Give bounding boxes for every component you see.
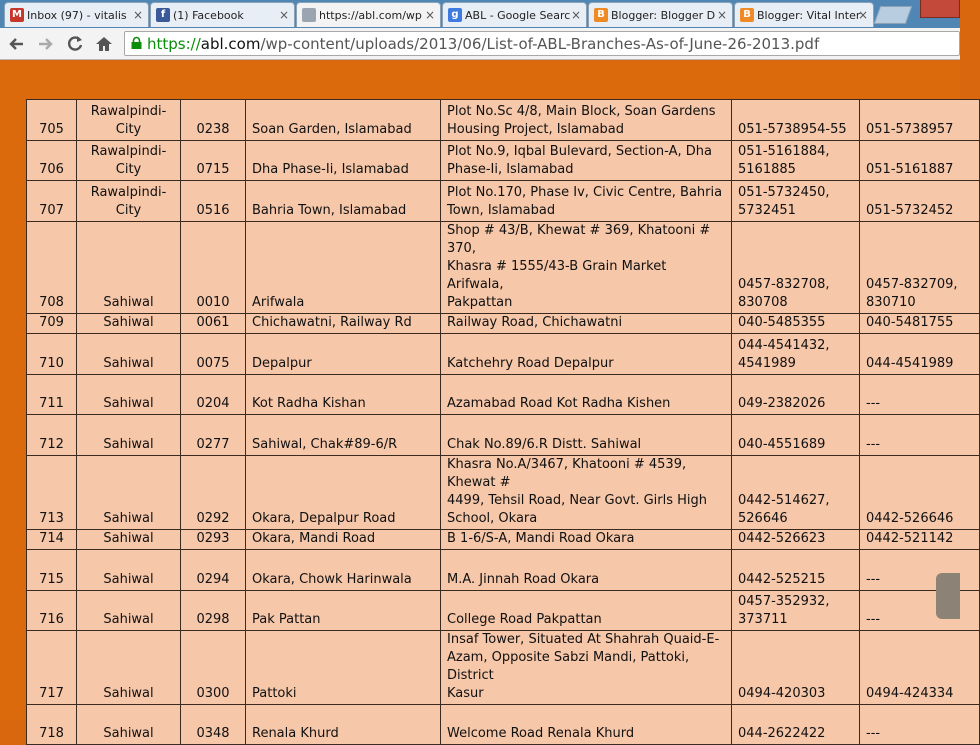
tab-close-icon[interactable]: × — [857, 8, 868, 22]
address-cell: Khasra No.A/3467, Khatooni # 4539, Khewat # 4499, Tehsil Road, Near Govt. Girls High School, Okara — [441, 456, 732, 530]
branch-name-cell: Soan Garden, Islamabad — [246, 100, 441, 141]
region-cell: Sahiwal — [77, 222, 181, 314]
reload-icon — [65, 34, 85, 54]
row-number: 707 — [27, 181, 77, 222]
back-button[interactable] — [6, 34, 26, 54]
tab-label: Blogger: Vital Inter — [757, 9, 861, 22]
branch-name-cell: Dha Phase-Ii, Islamabad — [246, 141, 441, 181]
table-row — [27, 415, 980, 456]
address-bar[interactable] — [124, 31, 960, 56]
region-cell: Sahiwal — [77, 415, 181, 456]
address-cell: College Road Pakpattan — [441, 591, 732, 631]
phone-cell: 051-5732450, 5732451 — [732, 181, 860, 222]
branch-name-cell: Bahria Town, Islamabad — [246, 181, 441, 222]
branch-code-cell: 0516 — [181, 181, 246, 222]
tab-close-icon[interactable]: × — [278, 8, 289, 22]
phone-cell: 0442-525215 — [732, 550, 860, 591]
branch-code-cell: 0061 — [181, 314, 246, 334]
branch-code-cell: 0238 — [181, 100, 246, 141]
branch-name-cell: Pattoki — [246, 631, 441, 705]
gmail-icon: M — [10, 8, 24, 22]
table-row — [27, 141, 980, 181]
table-row — [27, 456, 980, 530]
region-cell: Sahiwal — [77, 550, 181, 591]
facebook-icon: f — [156, 8, 170, 22]
fax-cell: 0442-521142 — [860, 530, 980, 550]
page-icon — [302, 8, 316, 22]
tab-label: https://abl.com/wp — [319, 9, 422, 22]
tab-close-icon[interactable]: × — [716, 8, 727, 22]
back-arrow-icon — [6, 34, 26, 54]
fax-cell: 0494-424334 — [860, 631, 980, 705]
fax-cell: 051-5732452 — [860, 181, 980, 222]
branch-code-cell: 0277 — [181, 415, 246, 456]
branch-code-cell: 0715 — [181, 141, 246, 181]
tab-close-icon[interactable]: × — [570, 8, 581, 22]
scroll-handle[interactable] — [936, 573, 960, 619]
phone-cell: 0442-514627, 526646 — [732, 456, 860, 530]
fax-cell: --- — [860, 415, 980, 456]
fax-cell: 0457-832709, 830710 — [860, 222, 980, 314]
table-row — [27, 334, 980, 375]
row-number: 717 — [27, 631, 77, 705]
tab-close-icon[interactable]: × — [424, 8, 435, 22]
tab-1[interactable] — [150, 2, 295, 27]
fax-cell: --- — [860, 705, 980, 745]
branch-code-cell: 0294 — [181, 550, 246, 591]
address-cell: Insaf Tower, Situated At Shahrah Quaid-E- Azam, Opposite Sabzi Mandi, Pattoki, District Kasur — [441, 631, 732, 705]
url-scheme: https:// — [147, 35, 201, 53]
branch-code-cell: 0075 — [181, 334, 246, 375]
row-number: 709 — [27, 314, 77, 334]
region-cell: Sahiwal — [77, 375, 181, 415]
phone-cell: 044-4541432, 4541989 — [732, 334, 860, 375]
branch-name-cell: Chichawatni, Railway Rd — [246, 314, 441, 334]
table-row — [27, 591, 980, 631]
address-cell: B 1-6/S-A, Mandi Road Okara — [441, 530, 732, 550]
branch-name-cell: Renala Khurd — [246, 705, 441, 745]
table-row — [27, 100, 980, 141]
home-icon — [94, 34, 114, 54]
region-cell: Sahiwal — [77, 456, 181, 530]
region-cell: Rawalpindi- City — [77, 181, 181, 222]
tab-label: (1) Facebook — [173, 9, 244, 22]
forward-arrow-icon — [36, 34, 56, 54]
branch-code-cell: 0293 — [181, 530, 246, 550]
branch-name-cell: Sahiwal, Chak#89-6/R — [246, 415, 441, 456]
phone-cell: 044-2622422 — [732, 705, 860, 745]
fax-cell: 0442-526646 — [860, 456, 980, 530]
phone-cell: 0457-352932, 373711 — [732, 591, 860, 631]
blogger-icon: B — [740, 8, 754, 22]
tab-label: Blogger: Blogger D — [611, 9, 716, 22]
address-cell: Railway Road, Chichawatni — [441, 314, 732, 334]
branch-name-cell: Depalpur — [246, 334, 441, 375]
row-number: 713 — [27, 456, 77, 530]
url-path: /wp-content/uploads/2013/06/List-of-ABL-Branches-As-of-June-26-2013.pdf — [260, 35, 820, 53]
branch-name-cell: Kot Radha Kishan — [246, 375, 441, 415]
row-number: 710 — [27, 334, 77, 375]
tab-0[interactable] — [4, 2, 149, 27]
tab-label: Inbox (97) - vitalis — [27, 9, 127, 22]
reload-button[interactable] — [65, 34, 85, 54]
table-row — [27, 530, 980, 550]
address-cell: Azamabad Road Kot Radha Kishen — [441, 375, 732, 415]
branch-code-cell: 0300 — [181, 631, 246, 705]
tab-5[interactable] — [734, 2, 874, 27]
phone-cell: 051-5161884, 5161885 — [732, 141, 860, 181]
address-cell: Katchehry Road Depalpur — [441, 334, 732, 375]
region-cell: Sahiwal — [77, 705, 181, 745]
phone-cell: 040-5485355 — [732, 314, 860, 334]
google-icon: g — [448, 8, 462, 22]
table-row — [27, 375, 980, 415]
branch-name-cell: Okara, Depalpur Road — [246, 456, 441, 530]
region-cell: Sahiwal — [77, 631, 181, 705]
fax-cell: 044-4541989 — [860, 334, 980, 375]
branch-code-cell: 0298 — [181, 591, 246, 631]
phone-cell: 0494-420303 — [732, 631, 860, 705]
fax-cell: --- — [860, 591, 980, 631]
row-number: 706 — [27, 141, 77, 181]
table-row — [27, 550, 980, 591]
row-number: 714 — [27, 530, 77, 550]
fax-cell: 051-5161887 — [860, 141, 980, 181]
table-row — [27, 705, 980, 745]
address-cell: Chak No.89/6.R Distt. Sahiwal — [441, 415, 732, 456]
region-cell: Sahiwal — [77, 530, 181, 550]
home-button[interactable] — [94, 34, 114, 54]
window-close-button[interactable] — [920, 0, 960, 18]
pdf-viewer[interactable] — [0, 61, 960, 741]
branch-name-cell: Pak Pattan — [246, 591, 441, 631]
row-number: 718 — [27, 705, 77, 745]
address-cell: Shop # 43/B, Khewat # 369, Khatooni # 370, Khasra # 1555/43-B Grain Market Arifwala, Pakpattan — [441, 222, 732, 314]
tab-3[interactable] — [442, 2, 587, 27]
address-cell: Welcome Road Renala Khurd — [441, 705, 732, 745]
tab-close-icon[interactable]: × — [132, 8, 143, 22]
address-cell: Plot No.9, Iqbal Bulevard, Section-A, Dha Phase-Ii, Islamabad — [441, 141, 732, 181]
tab-4[interactable] — [588, 2, 733, 27]
tab-2[interactable] — [296, 2, 441, 27]
address-cell: Plot No.170, Phase Iv, Civic Centre, Bahria Town, Islamabad — [441, 181, 732, 222]
row-number: 716 — [27, 591, 77, 631]
table-row — [27, 222, 980, 314]
region-cell: Rawalpindi- City — [77, 100, 181, 141]
fax-cell: --- — [860, 550, 980, 591]
fax-cell: --- — [860, 375, 980, 415]
row-number: 711 — [27, 375, 77, 415]
branch-code-cell: 0010 — [181, 222, 246, 314]
fax-cell: 051-5738957 — [860, 100, 980, 141]
branch-table — [26, 99, 980, 745]
address-cell: M.A. Jinnah Road Okara — [441, 550, 732, 591]
table-row — [27, 314, 980, 334]
phone-cell: 040-4551689 — [732, 415, 860, 456]
row-number: 715 — [27, 550, 77, 591]
phone-cell: 051-5738954-55 — [732, 100, 860, 141]
branch-code-cell: 0348 — [181, 705, 246, 745]
lock-icon — [131, 37, 142, 49]
region-cell: Sahiwal — [77, 314, 181, 334]
row-number: 708 — [27, 222, 77, 314]
new-tab-button[interactable] — [874, 6, 913, 24]
address-cell: Plot No.Sc 4/8, Main Block, Soan Gardens Housing Project, Islamabad — [441, 100, 732, 141]
region-cell: Rawalpindi- City — [77, 141, 181, 181]
phone-cell: 0442-526623 — [732, 530, 860, 550]
branch-name-cell: Okara, Chowk Harinwala — [246, 550, 441, 591]
region-cell: Sahiwal — [77, 591, 181, 631]
phone-cell: 0457-832708, 830708 — [732, 222, 860, 314]
branch-code-cell: 0204 — [181, 375, 246, 415]
table-row — [27, 181, 980, 222]
tab-strip — [0, 0, 960, 28]
branch-code-cell: 0292 — [181, 456, 246, 530]
blogger-icon: B — [594, 8, 608, 22]
row-number: 712 — [27, 415, 77, 456]
region-cell: Sahiwal — [77, 334, 181, 375]
row-number: 705 — [27, 100, 77, 141]
phone-cell: 049-2382026 — [732, 375, 860, 415]
tab-label: ABL - Google Searc — [465, 9, 571, 22]
branch-name-cell: Arifwala — [246, 222, 441, 314]
browser-toolbar — [0, 28, 960, 60]
url-host: abl.com — [200, 35, 261, 53]
forward-button[interactable] — [36, 34, 56, 54]
table-row — [27, 631, 980, 705]
fax-cell: 040-5481755 — [860, 314, 980, 334]
branch-name-cell: Okara, Mandi Road — [246, 530, 441, 550]
